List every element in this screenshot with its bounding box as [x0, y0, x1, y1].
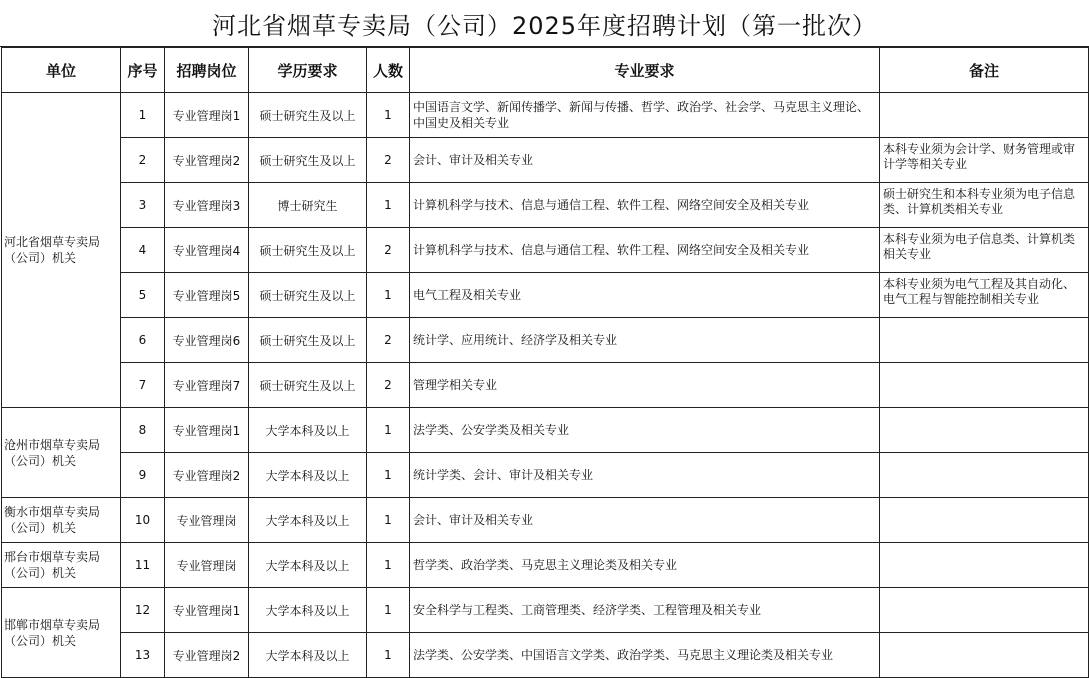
- seq-cell: 8: [121, 408, 165, 453]
- count-cell: 1: [367, 183, 410, 228]
- post-cell: 专业管理岗2: [165, 138, 249, 183]
- count-cell: 1: [367, 588, 410, 633]
- table-row: [2, 93, 1089, 138]
- education-cell: 大学本科及以上: [249, 633, 367, 678]
- header-major: 专业要求: [410, 48, 880, 93]
- count-cell: 1: [367, 273, 410, 318]
- table-row: [2, 633, 1089, 678]
- seq-cell: 4: [121, 228, 165, 273]
- seq-cell: 5: [121, 273, 165, 318]
- seq-cell: 2: [121, 138, 165, 183]
- post-cell: 专业管理岗7: [165, 363, 249, 408]
- unit-cell: 衡水市烟草专卖局（公司）机关: [2, 498, 121, 543]
- major-cell: 中国语言文学、新闻传播学、新闻与传播、哲学、政治学、社会学、马克思主义理论、中国史及相关专业: [410, 93, 880, 138]
- note-cell: [880, 633, 1089, 678]
- unit-cell: 邢台市烟草专卖局（公司）机关: [2, 543, 121, 588]
- note-cell: [880, 588, 1089, 633]
- major-cell: 计算机科学与技术、信息与通信工程、软件工程、网络空间安全及相关专业: [410, 183, 880, 228]
- table-row: [2, 453, 1089, 498]
- page-title: 河北省烟草专卖局（公司）2025年度招聘计划（第一批次）: [0, 0, 1089, 47]
- unit-cell: 邯郸市烟草专卖局（公司）机关: [2, 588, 121, 678]
- count-cell: 1: [367, 408, 410, 453]
- education-cell: 大学本科及以上: [249, 453, 367, 498]
- major-cell: 会计、审计及相关专业: [410, 138, 880, 183]
- seq-cell: 1: [121, 93, 165, 138]
- header-note: 备注: [880, 48, 1089, 93]
- education-cell: 大学本科及以上: [249, 498, 367, 543]
- seq-cell: 10: [121, 498, 165, 543]
- unit-cell: 沧州市烟草专卖局（公司）机关: [2, 408, 121, 498]
- post-cell: 专业管理岗4: [165, 228, 249, 273]
- post-cell: 专业管理岗5: [165, 273, 249, 318]
- post-cell: 专业管理岗6: [165, 318, 249, 363]
- education-cell: 硕士研究生及以上: [249, 273, 367, 318]
- note-cell: [880, 93, 1089, 138]
- note-cell: [880, 498, 1089, 543]
- post-cell: 专业管理岗2: [165, 453, 249, 498]
- seq-cell: 3: [121, 183, 165, 228]
- post-cell: 专业管理岗1: [165, 588, 249, 633]
- count-cell: 2: [367, 228, 410, 273]
- table-row: [2, 543, 1089, 588]
- table-row: [2, 183, 1089, 228]
- count-cell: 1: [367, 543, 410, 588]
- table-row: [2, 138, 1089, 183]
- note-cell: 本科专业须为电子信息类、计算机类相关专业: [880, 228, 1089, 273]
- note-cell: [880, 363, 1089, 408]
- note-cell: [880, 318, 1089, 363]
- header-post: 招聘岗位: [165, 48, 249, 93]
- post-cell: 专业管理岗: [165, 498, 249, 543]
- major-cell: 法学类、公安学类、中国语言文学类、政治学类、马克思主义理论类及相关专业: [410, 633, 880, 678]
- count-cell: 2: [367, 318, 410, 363]
- note-cell: [880, 543, 1089, 588]
- header-count: 人数: [367, 48, 410, 93]
- seq-cell: 6: [121, 318, 165, 363]
- table-row: [2, 318, 1089, 363]
- education-cell: 大学本科及以上: [249, 543, 367, 588]
- table-row: [2, 273, 1089, 318]
- seq-cell: 9: [121, 453, 165, 498]
- education-cell: 硕士研究生及以上: [249, 93, 367, 138]
- post-cell: 专业管理岗2: [165, 633, 249, 678]
- education-cell: 硕士研究生及以上: [249, 363, 367, 408]
- note-cell: 硕士研究生和本科专业须为电子信息类、计算机类相关专业: [880, 183, 1089, 228]
- table-row: [2, 408, 1089, 453]
- count-cell: 1: [367, 453, 410, 498]
- seq-cell: 12: [121, 588, 165, 633]
- note-cell: 本科专业须为会计学、财务管理或审计学等相关专业: [880, 138, 1089, 183]
- count-cell: 2: [367, 138, 410, 183]
- header-row: [2, 48, 1089, 93]
- education-cell: 硕士研究生及以上: [249, 138, 367, 183]
- unit-cell: 河北省烟草专卖局（公司）机关: [2, 93, 121, 408]
- major-cell: 统计学类、会计、审计及相关专业: [410, 453, 880, 498]
- header-education: 学历要求: [249, 48, 367, 93]
- table-row: [2, 363, 1089, 408]
- post-cell: 专业管理岗: [165, 543, 249, 588]
- post-cell: 专业管理岗1: [165, 93, 249, 138]
- table-row: [2, 498, 1089, 543]
- major-cell: 统计学、应用统计、经济学及相关专业: [410, 318, 880, 363]
- education-cell: 博士研究生: [249, 183, 367, 228]
- seq-cell: 7: [121, 363, 165, 408]
- post-cell: 专业管理岗3: [165, 183, 249, 228]
- recruitment-table: [1, 47, 1089, 678]
- education-cell: 大学本科及以上: [249, 588, 367, 633]
- table-row: [2, 588, 1089, 633]
- header-seq: 序号: [121, 48, 165, 93]
- count-cell: 1: [367, 633, 410, 678]
- note-cell: 本科专业须为电气工程及其自动化、电气工程与智能控制相关专业: [880, 273, 1089, 318]
- major-cell: 计算机科学与技术、信息与通信工程、软件工程、网络空间安全及相关专业: [410, 228, 880, 273]
- major-cell: 管理学相关专业: [410, 363, 880, 408]
- seq-cell: 13: [121, 633, 165, 678]
- major-cell: 安全科学与工程类、工商管理类、经济学类、工程管理及相关专业: [410, 588, 880, 633]
- count-cell: 2: [367, 363, 410, 408]
- table-row: [2, 228, 1089, 273]
- education-cell: 硕士研究生及以上: [249, 228, 367, 273]
- note-cell: [880, 453, 1089, 498]
- major-cell: 哲学类、政治学类、马克思主义理论类及相关专业: [410, 543, 880, 588]
- count-cell: 1: [367, 498, 410, 543]
- major-cell: 会计、审计及相关专业: [410, 498, 880, 543]
- header-unit: 单位: [2, 48, 121, 93]
- education-cell: 硕士研究生及以上: [249, 318, 367, 363]
- major-cell: 电气工程及相关专业: [410, 273, 880, 318]
- note-cell: [880, 408, 1089, 453]
- seq-cell: 11: [121, 543, 165, 588]
- education-cell: 大学本科及以上: [249, 408, 367, 453]
- post-cell: 专业管理岗1: [165, 408, 249, 453]
- major-cell: 法学类、公安学类及相关专业: [410, 408, 880, 453]
- count-cell: 1: [367, 93, 410, 138]
